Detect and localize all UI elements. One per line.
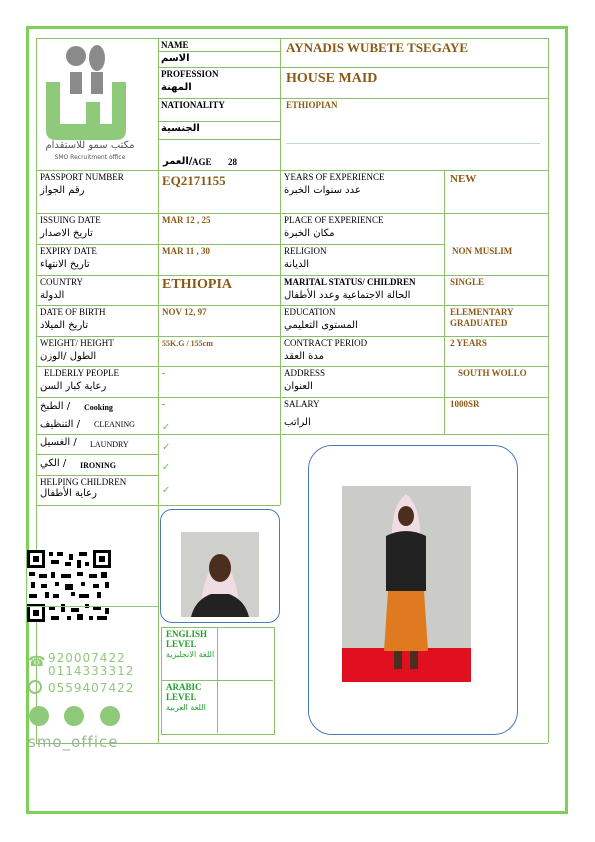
skill-label: LAUNDRY	[90, 440, 129, 449]
skill-label: CLEANING	[94, 420, 135, 429]
row-label2-ar: الديانة	[284, 259, 310, 270]
arabic-level-label-ar: اللغة العربية	[166, 703, 206, 712]
twitter-icon[interactable]	[29, 706, 49, 726]
row-label2: SALARY	[284, 399, 320, 409]
english-level-label: ENGLISH LEVEL	[166, 629, 208, 649]
row-label2-ar: مدة العقد	[284, 351, 324, 362]
row-label: PASSPORT NUMBER	[40, 172, 124, 182]
skill-label: IRONING	[80, 461, 117, 470]
row-label2: RELIGION	[284, 246, 327, 256]
nationality-label-ar: الجنسية	[161, 123, 200, 134]
profession-value: HOUSE MAID	[286, 71, 378, 86]
row-label-ar: الطول /الوزن	[40, 351, 97, 362]
instagram-icon[interactable]	[64, 706, 84, 726]
row-label2-ar: مكان الخبرة	[284, 228, 335, 239]
row-label2-ar: عدد سنوات الخبرة	[284, 185, 361, 196]
row-label2-ar: المستوى التعليمي	[284, 320, 358, 331]
age-label-ar: العمر/	[163, 156, 193, 167]
row-label2: YEARS OF EXPERIENCE	[284, 172, 385, 182]
nationality-value: ETHIOPIAN	[286, 100, 338, 110]
english-level-label-ar: اللغة الانجليزية	[166, 650, 215, 659]
portrait-photo	[181, 532, 259, 617]
row-label-ar: تاريخ الاصدار	[40, 228, 93, 239]
check-icon: ✓	[162, 422, 171, 433]
row-value: -	[162, 399, 165, 409]
row-label: ELDERLY PEOPLE	[44, 368, 120, 378]
row-value: MAR 11 , 30	[162, 246, 210, 256]
row-value: -	[162, 368, 165, 378]
row-label: EXPIRY DATE	[40, 246, 97, 256]
row-value2: 2 YEARS	[450, 338, 487, 348]
row-label2: PLACE OF EXPERIENCE	[284, 215, 384, 225]
row-label-ar: الطبخ /	[40, 401, 71, 412]
row-label2: CONTRACT PERIOD	[284, 338, 368, 348]
row-label2: MARITAL STATUS/ CHILDREN	[284, 277, 416, 287]
profession-label-ar: المهنة	[161, 82, 192, 93]
row-label-ar: رقم الجواز	[40, 185, 85, 196]
name-label-ar: الاسم	[161, 53, 190, 64]
row-value: NOV 12, 97	[162, 307, 207, 317]
phone-number-1: 920007422	[48, 651, 126, 665]
whatsapp-number: 0559407422	[48, 681, 135, 695]
row-label2-ar: العنوان	[284, 381, 313, 392]
profession-label: PROFESSION	[161, 69, 219, 79]
company-logo	[40, 42, 156, 166]
arabic-level-label: ARABIC LEVEL	[166, 682, 202, 702]
row-label2-ar: الحالة الاجتماعية وعدد الأطفال	[284, 290, 411, 301]
phone-number-2: 0114333312	[48, 664, 135, 678]
row-value2: SINGLE	[450, 277, 485, 287]
row-value: 55K.G / 155cm	[162, 339, 213, 348]
skill-label-ar: الغسيل /	[40, 437, 77, 448]
logo-text-ar: مكتب سمو للاستقدام	[45, 140, 135, 151]
skill-label-ar: التنظيف /	[40, 419, 80, 430]
age-value: 28	[228, 157, 237, 167]
skill-label: HELPING CHILDREN	[40, 477, 127, 487]
row-value2: ELEMENTARY GRADUATED	[450, 307, 514, 328]
name-label: NAME	[161, 40, 189, 50]
skill-label-ar: رعاية الأطفال	[40, 488, 97, 499]
row-label-ar: تاريخ الانتهاء	[40, 259, 90, 270]
row-label-ar: الدولة	[40, 290, 65, 301]
social-handle: smo_office	[28, 733, 119, 751]
row-value: EQ2171155	[162, 173, 226, 188]
check-icon: ✓	[162, 485, 171, 496]
age-label: AGE	[192, 157, 212, 167]
phone-icon: ☎	[28, 655, 46, 670]
row-value: MAR 12 , 25	[162, 215, 211, 225]
row-label-ar: رعاية كبار السن	[40, 381, 107, 392]
row-label2: EDUCATION	[284, 307, 336, 317]
check-icon: ✓	[162, 462, 171, 473]
name-value: AYNADIS WUBETE TSEGAYE	[286, 40, 469, 55]
check-icon: ✓	[162, 442, 171, 453]
row-value2: 1000SR	[450, 399, 480, 409]
fullbody-photo	[342, 486, 471, 682]
row-label2: ADDRESS	[284, 368, 326, 378]
row-value: ETHIOPIA	[162, 277, 233, 292]
row-label: WEIGHT/ HEIGHT	[40, 338, 114, 348]
qr-code	[27, 550, 111, 622]
row-value2: NON MUSLIM	[452, 246, 513, 256]
row-value2: SOUTH WOLLO	[458, 368, 527, 378]
row-label-ar: تاريخ الميلاد	[40, 320, 89, 331]
whatsapp-icon	[28, 680, 42, 694]
row-value2: NEW	[450, 173, 477, 185]
snapchat-icon[interactable]	[100, 706, 120, 726]
row-label: DATE OF BIRTH	[40, 307, 106, 317]
row-label: ISSUING DATE	[40, 215, 101, 225]
row-label2-ar: الراتب	[284, 417, 311, 428]
skill-label-ar: الكي /	[40, 458, 67, 469]
nationality-label: NATIONALITY	[161, 100, 225, 110]
row-label: COUNTRY	[40, 277, 84, 287]
row-label: Cooking	[84, 403, 113, 412]
logo-text-en: SMO Recruitment office	[54, 154, 126, 161]
